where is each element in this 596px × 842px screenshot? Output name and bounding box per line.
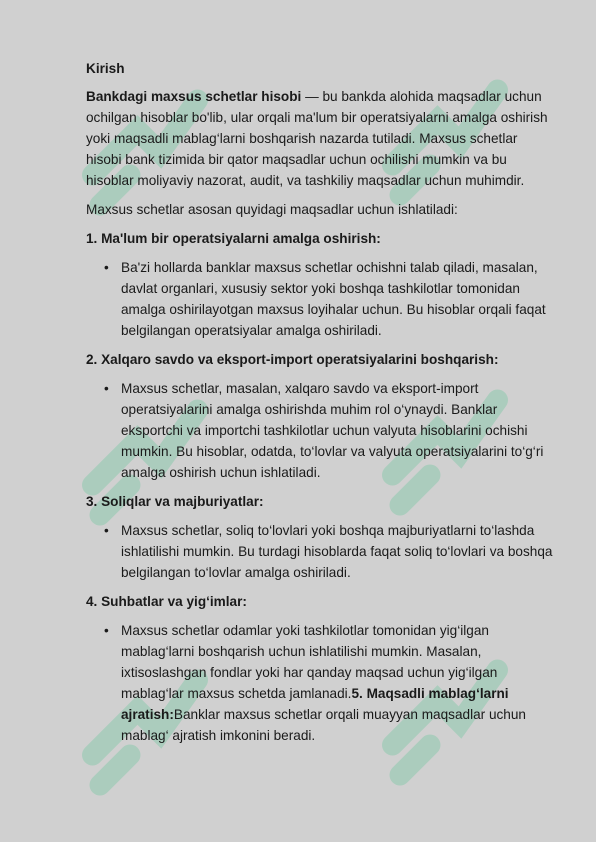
list-item: • Maxsus schetlar, masalan, xalqaro savdo va eksport-import operatsiyalarini amalga oshirishda muhim rol o‘ynaydi. Banklar eksportchi va importchi tashkilotlar uchun valyuta hisoblarini ochishi mumkin. Bu hisoblar, odatda, to‘lovlar va valyuta operatsiyalarini to‘g‘ri amalga oshirish uchun ishlatiladi. bbox=[121, 378, 556, 483]
intro-text: — bu bankda alohida maqsadlar uchun ochilgan hisoblar bo'lib, ular orqali ma'lum bir operatsiyalarni amalga oshirish yoki maqsadli mablag‘larni boshqarish nazarda tutiladi. Maxsus schetlar hisobi bank tizimida bir qator maqsadlar uchun ochilishi mumkin va bu hisoblar moliyaviy nazorat, audit, va tashkiliy maqsadlar uchun muhimdir. bbox=[86, 89, 548, 188]
list-item: • Ba'zi hollarda banklar maxsus schetlar ochishni talab qiladi, masalan, davlat organlari, xususiy sektor yoki boshqa tashkilotlar tomonidan amalga oshirilayotgan maxsus loyihalar uchun. Bu hisoblar orqali faqat belgilangan operatsiyalar amalga oshiriladi. bbox=[121, 257, 556, 341]
document-body bbox=[86, 58, 556, 754]
inline-section-heading-5: 5. Maqsadli mablag‘larni ajratish: bbox=[121, 686, 509, 722]
intro-paragraph bbox=[86, 86, 556, 191]
intro-bold-term: Bankdagi maxsus schetlar hisobi bbox=[86, 89, 302, 104]
lead-paragraph: Maxsus schetlar asosan quyidagi maqsadlar uchun ishlatiladi: bbox=[86, 202, 458, 217]
list-item: • Maxsus schetlar, soliq to‘lovlari yoki boshqa majburiyatlarni to‘lashda ishlatilishi mumkin. Bu turdagi hisoblarda faqat soliq to‘lovlari va boshqa belgilangan to‘lovlar amalga oshiriladi. bbox=[121, 520, 556, 583]
bullet-list-3 bbox=[86, 520, 556, 583]
bullet-list-4 bbox=[86, 620, 556, 746]
document-title: Kirish bbox=[86, 61, 125, 76]
bullet-list-2 bbox=[86, 378, 556, 483]
section-heading-3: 3. Soliqlar va majburiyatlar: bbox=[86, 494, 264, 509]
section-heading-4: 4. Suhbatlar va yig‘imlar: bbox=[86, 594, 247, 609]
section-heading-1: 1. Ma'lum bir operatsiyalarni amalga oshirish: bbox=[86, 231, 381, 246]
bullet-text: Maxsus schetlar odamlar yoki tashkilotlar tomonidan yig‘ilgan mablag‘larni boshqarish uchun ishlatilishi mumkin. Masalan, ixtisoslashgan fondlar yoki har qanday maqsad uchun yig‘ilgan mablag‘lar maxsus schetda jamlanadi. bbox=[121, 623, 498, 701]
list-item bbox=[121, 620, 556, 746]
inline-section-text-5: Banklar maxsus schetlar orqali muayyan maqsadlar uchun mablag‘ ajratish imkonini beradi. bbox=[121, 707, 526, 743]
section-heading-2: 2. Xalqaro savdo va eksport-import operatsiyalarini boshqarish: bbox=[86, 352, 499, 367]
bullet-list-1 bbox=[86, 257, 556, 341]
